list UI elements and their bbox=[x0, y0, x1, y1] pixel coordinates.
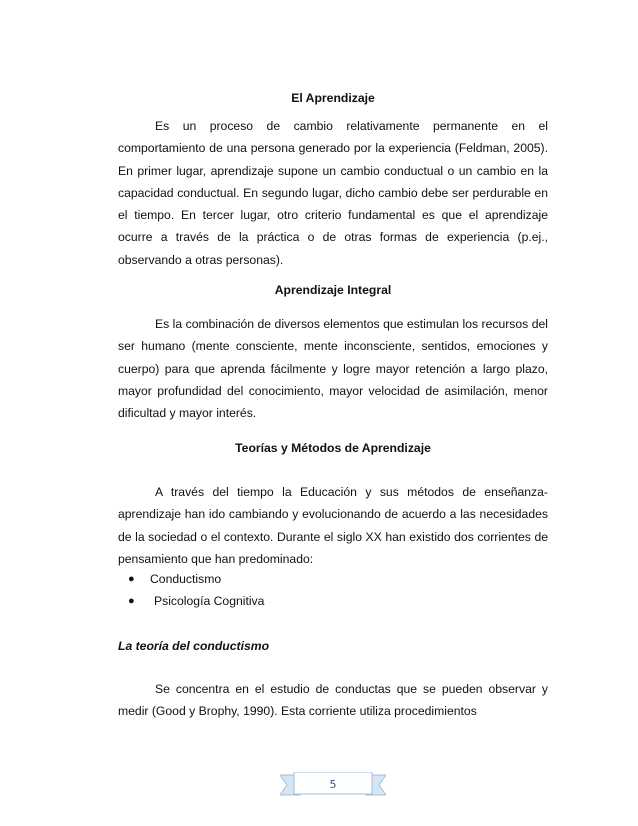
bullet-list bbox=[118, 568, 548, 612]
page-footer bbox=[280, 772, 386, 798]
section-title-teorias: Teorías y Métodos de Aprendizaje bbox=[235, 441, 431, 455]
subsection-title-conductismo: La teoría del conductismo bbox=[118, 639, 270, 653]
bullet-dot-icon: ● bbox=[128, 573, 135, 585]
section-title-aprendizaje-integral: Aprendizaje Integral bbox=[274, 283, 392, 297]
paragraph-aprendizaje-integral: Es la combinación de diversos elementos que estimulan los recursos del ser humano (mente consciente, mente inconsciente, sentidos, emociones y cuerpo) para que aprenda fácilmente y logre mayor retención a largo plazo, mayor profundidad del conocimiento, mayor velocidad de asimilación, menor dificultad y mayor interés. bbox=[118, 317, 548, 421]
list-item bbox=[118, 590, 548, 612]
page-number: 5 bbox=[329, 778, 337, 791]
paragraph-conductismo: Se concentra en el estudio de conductas que se pueden observar y medir (Good y Brophy, 1990). Esta corriente utiliza procedimientos bbox=[118, 682, 548, 719]
list-item-label: Psicología Cognitiva bbox=[154, 594, 265, 608]
paragraph-aprendizaje: Es un proceso de cambio relativamente permanente en el comportamiento de una persona generado por la experiencia (Feldman, 2005). En primer lugar, aprendizaje supone un cambio conductual o un cambio en la capacidad conductual. En segundo lugar, dicho cambio debe ser perdurable en el tiempo. En tercer lugar, otro criterio fundamental es que el aprendizaje ocurre a través de la práctica o de otras formas de experiencia (p.ej., observando a otras personas). bbox=[118, 119, 548, 267]
section-title-aprendizaje: El Aprendizaje bbox=[291, 91, 375, 105]
list-item bbox=[118, 568, 548, 590]
list-item-label: Conductismo bbox=[150, 572, 222, 586]
bullet-dot-icon: ● bbox=[128, 595, 135, 607]
paragraph-teorias: A través del tiempo la Educación y sus métodos de enseñanza-aprendizaje han ido cambiando y evolucionando de acuerdo a las necesidades de la sociedad o el contexto. Durante el siglo XX han existido dos corrientes de pensamiento que han predominado: bbox=[118, 485, 548, 566]
